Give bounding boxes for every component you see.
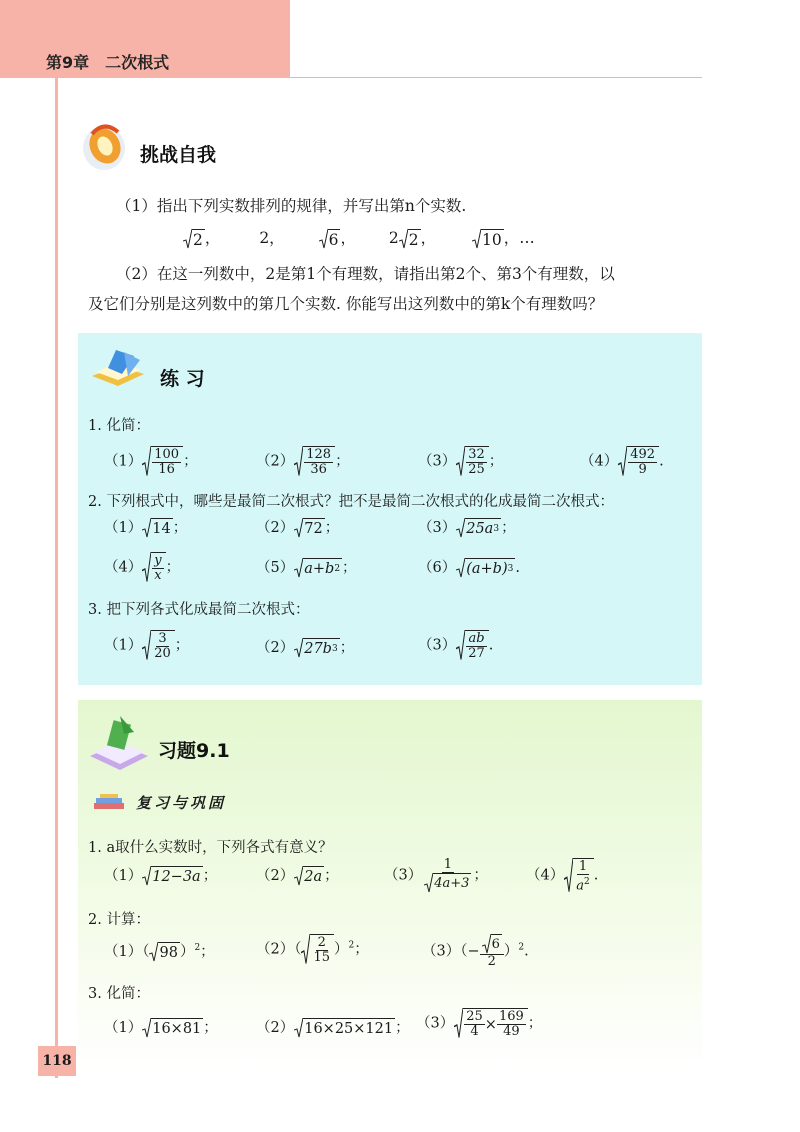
practice-q1: 1. 化简： — [88, 418, 150, 434]
exercise-q2-item-2: （2）（ $\frac{2}{15}$ ）$^2$； — [256, 935, 369, 965]
exercise-q1-row — [104, 858, 704, 902]
exercise-q2-item-1: （1）（ 98 ）$^2$； — [104, 943, 215, 961]
practice-q2: 2. 下列根式中，哪些是最简二次根式？把不是最简二次根式的化成最简二次根式： — [88, 494, 614, 510]
exercise-q3-item-2: （2） 16×25×121 ； — [256, 1020, 410, 1037]
challenge-question-2-line2: 及它们分别是这列数中的第几个实数. 你能写出这列数中的第k个有理数吗？ — [88, 295, 604, 313]
practice-q1-item-3: （3） $\frac{32}{25}$ ； — [418, 447, 504, 477]
exercise-q3: 3. 化简： — [88, 986, 150, 1002]
margin-rule — [55, 78, 58, 1078]
exercise-q3-item-3: （3） $\frac{25}{4}$ × $\frac{169}{49}$ ； — [416, 1009, 543, 1039]
exercise-q1-item-4: （4） $\frac{1}{a^2}$ . — [526, 859, 599, 894]
exercise-q3-item-1: （1） 16×81 ； — [104, 1020, 218, 1037]
challenge-title: 挑战自我 — [140, 144, 217, 166]
practice-q3-row — [104, 630, 704, 670]
exercise-q1-item-3: （3） $\frac{1}{4a+3}$ ； — [384, 857, 488, 891]
practice-q2-item-2: （2） 72 ； — [256, 520, 340, 537]
chapter-title: 第9章 二次根式 — [46, 53, 170, 72]
review-books-icon — [90, 793, 130, 811]
sqrt: 6 — [319, 229, 341, 249]
practice-q1-item-2: （2） $\frac{128}{36}$ ； — [256, 447, 350, 477]
practice-book-icon — [88, 346, 148, 390]
practice-q2-item-6: （6） (a+b) 3 . — [418, 560, 520, 577]
practice-q2-item-4: （4） $\frac{y}{x}$ ； — [104, 553, 181, 583]
exercise-q1: 1. a取什么实数时，下列各式有意义？ — [88, 840, 333, 856]
exercise-book-icon — [86, 712, 152, 774]
exercise-title: 习题9.1 — [158, 740, 230, 762]
sqrt: 2 — [399, 229, 421, 249]
practice-q2-item-5: （5） a+b 2 ； — [256, 560, 357, 577]
sqrt: 10 — [472, 229, 504, 249]
sqrt: 2 — [183, 229, 205, 249]
practice-q2-rows — [104, 516, 704, 596]
challenge-icon — [78, 118, 130, 174]
practice-q2-item-3: （3） 25a 3 ； — [418, 520, 516, 537]
exercise-q1-item-2: （2） 2a ； — [256, 868, 339, 885]
practice-q3-item-1: （1） $\frac{3}{20}$ ； — [104, 631, 190, 661]
exercise-subtitle: 复习与巩固 — [136, 794, 227, 812]
challenge-question-2-line1: （2）在这一列数中，2是第1个有理数，请指出第2个、第3个有理数，以 — [116, 265, 615, 283]
header-rule — [290, 77, 702, 78]
practice-q1-item-4: （4） $\frac{492}{9}$ . — [580, 447, 664, 477]
practice-title: 练 习 — [160, 368, 205, 390]
sequence-row: 2 ， 2， 6 ， 2 2 ， 10 ，… — [183, 226, 535, 249]
practice-q1-row — [104, 446, 704, 482]
practice-q1-item-1: （1） $\frac{100}{16}$ ； — [104, 447, 198, 477]
practice-q3-item-3: （3） $\frac{ab}{27}$ . — [418, 631, 494, 661]
exercise-q1-item-1: （1） 12−3a ； — [104, 868, 218, 885]
practice-q3: 3. 把下列各式化成最简二次根式： — [88, 602, 310, 618]
practice-q2-item-1: （1） 14 ； — [104, 520, 188, 537]
challenge-question-1: （1）指出下列实数排列的规律，并写出第n个实数. — [116, 197, 467, 215]
exercise-q2-item-3: （3）（− $\frac{6}{2}$ ）$^2$. — [422, 934, 529, 969]
exercise-q2: 2. 计算： — [88, 912, 150, 928]
page-number: 118 — [38, 1046, 76, 1076]
exercise-q2-row — [104, 934, 704, 974]
practice-q3-item-2: （2） 27b 3 ； — [256, 640, 355, 657]
exercise-q3-row — [104, 1008, 704, 1048]
